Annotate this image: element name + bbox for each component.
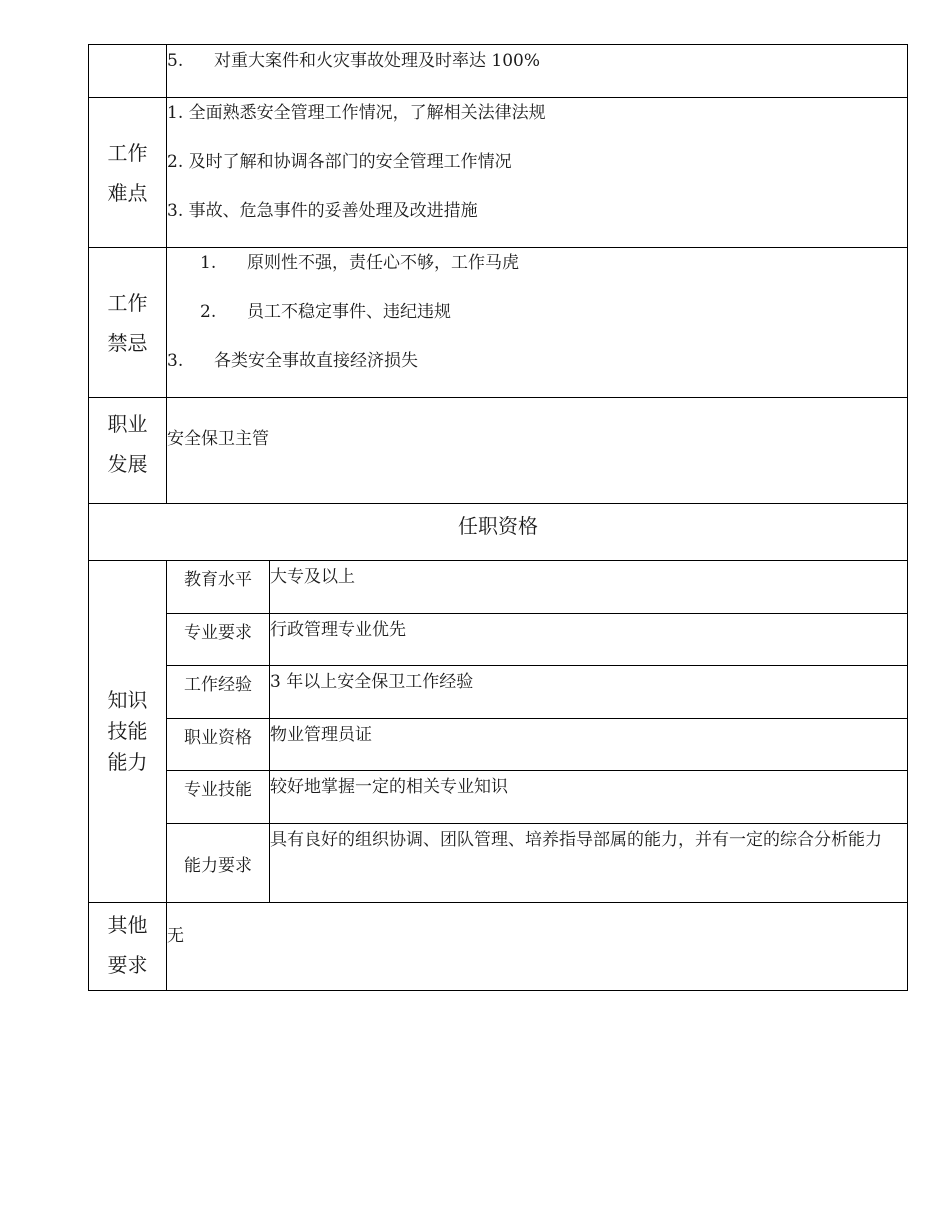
difficulties-label: 工作 难点 (89, 98, 167, 248)
major-value: 行政管理专业优先 (270, 614, 908, 666)
taboo-item-3: 3. 各类安全事故直接经济损失 (167, 351, 418, 371)
qualifications-title: 任职资格 (89, 504, 908, 561)
difficulties-row (89, 98, 908, 248)
skills-row-professional (89, 771, 908, 824)
other-value: 无 (167, 926, 184, 946)
career-value: 安全保卫主管 (167, 429, 269, 449)
other-content-cell (167, 903, 908, 991)
skills-row-certification (89, 719, 908, 771)
skills-row-experience (89, 666, 908, 719)
standards-item-5: 5. 对重大案件和火灾事故处理及时率达 100% (167, 51, 541, 71)
difficulty-item-2: 2. 及时了解和协调各部门的安全管理工作情况 (167, 152, 512, 172)
skills-row-major (89, 614, 908, 666)
qualifications-header-row (89, 504, 908, 561)
skills-row-ability (89, 824, 908, 903)
ability-value: 具有良好的组织协调、团队管理、培养指导部属的能力，并有一定的综合分析能力 (270, 824, 908, 903)
career-content-cell (167, 398, 908, 504)
other-row (89, 903, 908, 991)
professional-skill-value: 较好地掌握一定的相关专业知识 (270, 771, 908, 824)
taboos-row (89, 248, 908, 398)
standards-label-cell (89, 45, 167, 98)
job-description-sheet (88, 44, 907, 991)
taboo-item-2: 2. 员工不稳定事件、违纪违规 (200, 302, 451, 322)
ability-label: 能力要求 (167, 824, 270, 903)
professional-skill-label: 专业技能 (167, 771, 270, 824)
difficulty-item-1: 1. 全面熟悉安全管理工作情况，了解相关法律法规 (167, 103, 546, 123)
certification-value: 物业管理员证 (270, 719, 908, 771)
career-label: 职业 发展 (89, 398, 167, 504)
standards-row (89, 45, 908, 98)
major-label: 专业要求 (167, 614, 270, 666)
difficulty-item-3: 3. 事故、危急事件的妥善处理及改进措施 (167, 201, 478, 221)
career-row (89, 398, 908, 504)
taboo-item-1: 1. 原则性不强，责任心不够，工作马虎 (200, 253, 519, 273)
job-description-table (88, 44, 908, 991)
taboos-label: 工作 禁忌 (89, 248, 167, 398)
education-value: 大专及以上 (270, 561, 908, 614)
experience-label: 工作经验 (167, 666, 270, 719)
experience-value: 3 年以上安全保卫工作经验 (270, 666, 908, 719)
difficulties-content-cell (167, 98, 908, 248)
skills-row-education (89, 561, 908, 614)
standards-content-cell (167, 45, 908, 98)
skills-label: 知识 技能 能力 (89, 561, 167, 903)
certification-label: 职业资格 (167, 719, 270, 771)
taboos-content-cell (167, 248, 908, 398)
education-label: 教育水平 (167, 561, 270, 614)
other-label: 其他 要求 (89, 903, 167, 991)
